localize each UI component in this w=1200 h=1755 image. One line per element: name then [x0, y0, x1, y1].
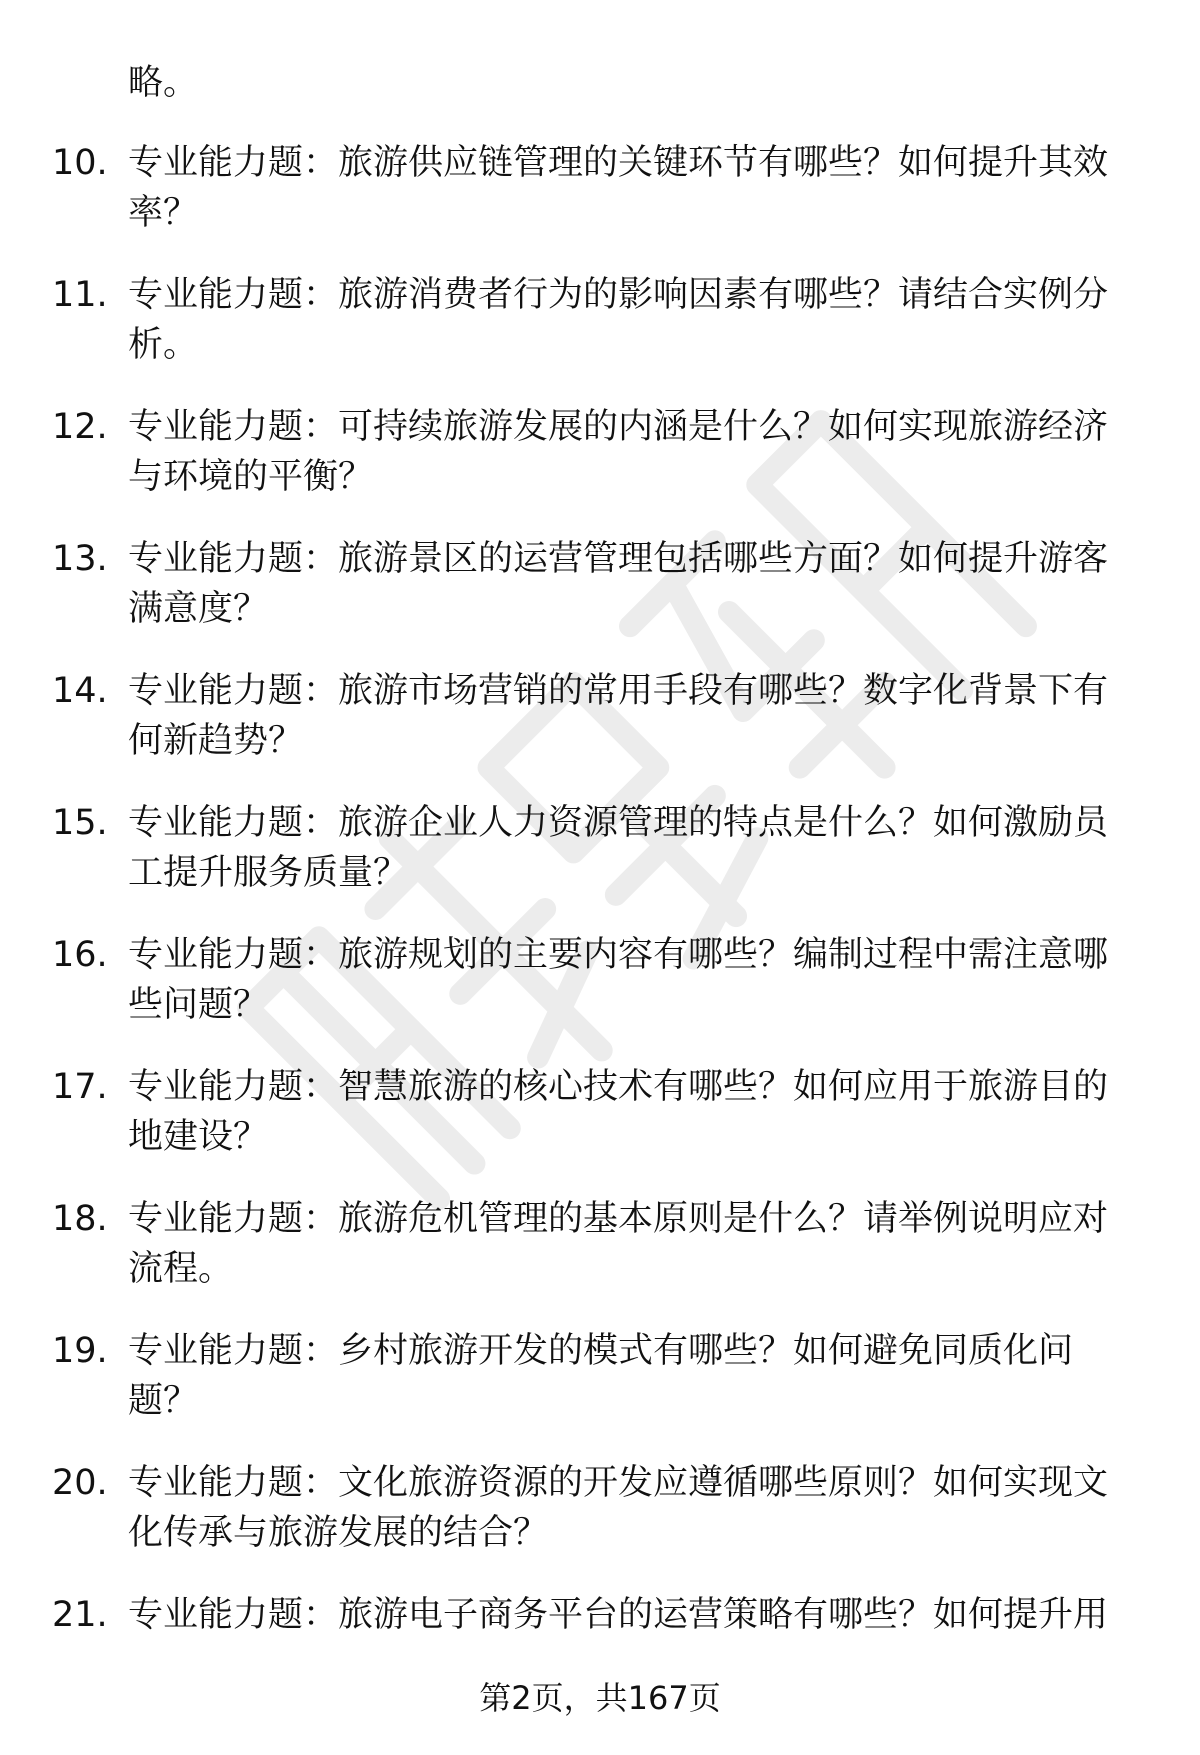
question-text: 专业能力题：乡村旅游开发的模式有哪些？如何避免同质化问题？ [128, 1331, 1074, 1421]
question-number: 15. [52, 803, 108, 843]
question-item [0, 930, 1200, 1062]
question-item [0, 534, 1200, 666]
question-number: 16. [52, 935, 108, 975]
question-item [0, 138, 1200, 270]
question-number: 13. [52, 539, 108, 579]
question-text: 专业能力题：旅游规划的主要内容有哪些？编制过程中需注意哪些问题？ [128, 935, 1109, 1025]
question-text: 专业能力题：旅游景区的运营管理包括哪些方面？如何提升游客满意度？ [128, 539, 1109, 629]
question-number: 11. [52, 275, 108, 315]
question-number: 17. [52, 1067, 108, 1107]
question-item [0, 1194, 1200, 1326]
page-footer: 第2页，共167页 [479, 1679, 721, 1717]
question-list [0, 138, 1200, 1722]
question-item [0, 402, 1200, 534]
question-item [0, 798, 1200, 930]
continuation-text: 略。 [128, 63, 199, 103]
question-item [0, 270, 1200, 402]
question-number: 19. [52, 1331, 108, 1371]
question-text: 专业能力题：旅游企业人力资源管理的特点是什么？如何激励员工提升服务质量？ [128, 803, 1109, 893]
question-text: 专业能力题：可持续旅游发展的内涵是什么？如何实现旅游经济与环境的平衡？ [128, 407, 1109, 497]
question-number: 20. [52, 1463, 108, 1503]
question-item [0, 1062, 1200, 1194]
question-number: 21. [52, 1595, 108, 1635]
question-number: 18. [52, 1199, 108, 1239]
question-text: 专业能力题：旅游消费者行为的影响因素有哪些？请结合实例分析。 [128, 275, 1109, 365]
question-item [0, 666, 1200, 798]
question-number: 12. [52, 407, 108, 447]
question-item [0, 1458, 1200, 1590]
question-text: 专业能力题：文化旅游资源的开发应遵循哪些原则？如何实现文化传承与旅游发展的结合？ [128, 1463, 1109, 1553]
question-number: 10. [52, 143, 108, 183]
question-text: 专业能力题：旅游市场营销的常用手段有哪些？数字化背景下有何新趋势？ [128, 671, 1109, 761]
question-text: 专业能力题：旅游危机管理的基本原则是什么？请举例说明应对流程。 [128, 1199, 1109, 1289]
question-text: 专业能力题：智慧旅游的核心技术有哪些？如何应用于旅游目的地建设？ [128, 1067, 1109, 1157]
question-text: 专业能力题：旅游电子商务平台的运营策略有哪些？如何提升用 [128, 1595, 1109, 1635]
question-item [0, 1326, 1200, 1458]
question-text: 专业能力题：旅游供应链管理的关键环节有哪些？如何提升其效率？ [128, 143, 1109, 233]
question-number: 14. [52, 671, 108, 711]
